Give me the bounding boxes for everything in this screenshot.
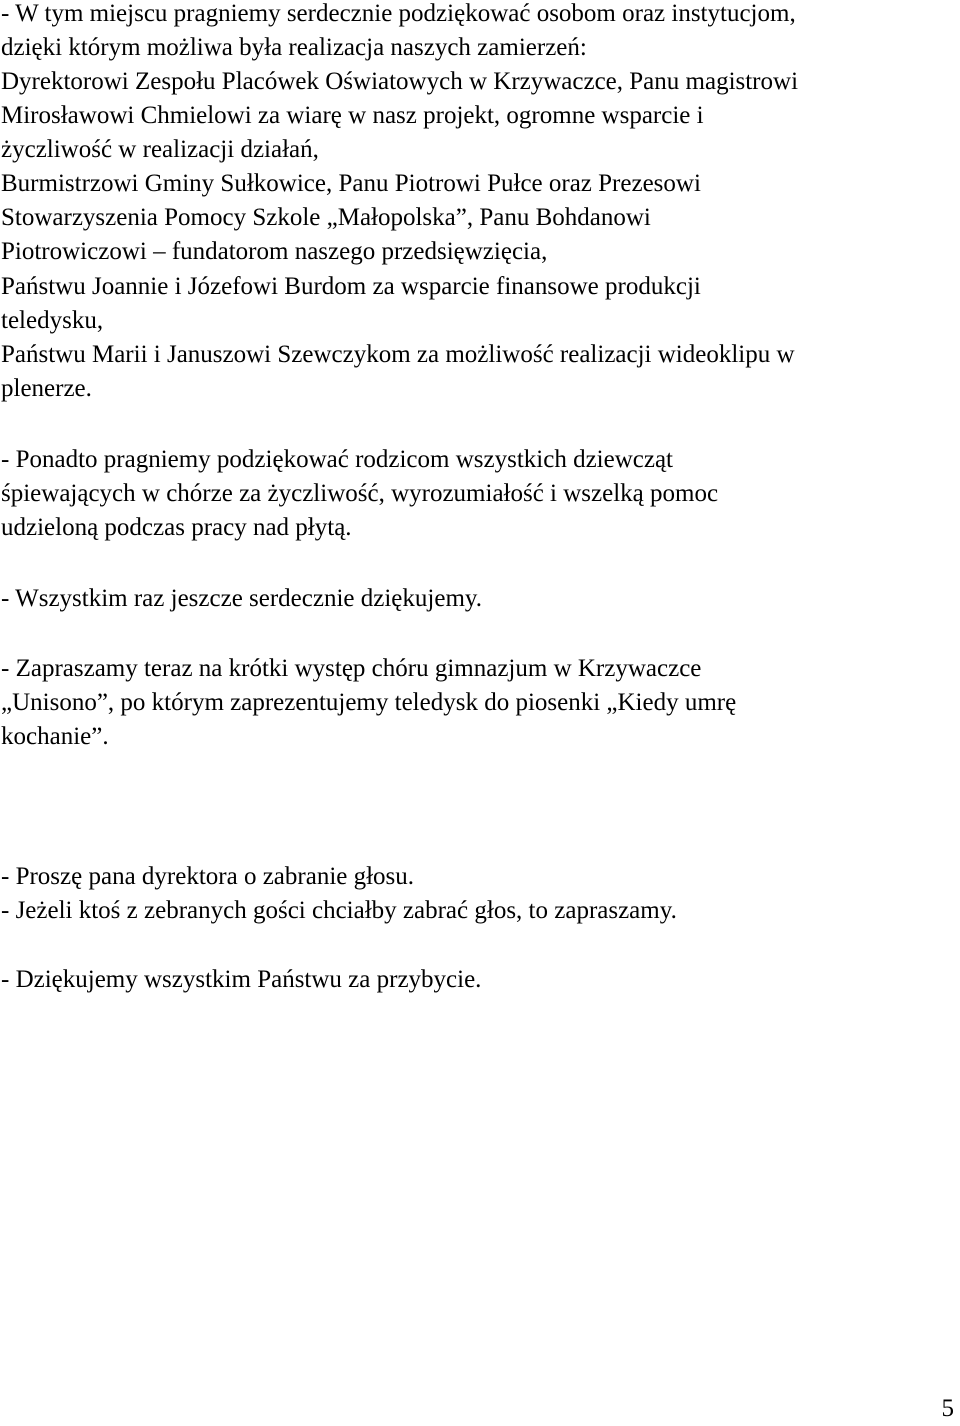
page-number: 5 bbox=[941, 1395, 954, 1422]
text-line: śpiewających w chórze za życzliwość, wyrozumiałość i wszelką pomoc bbox=[1, 480, 719, 507]
text-line: Piotrowiczowi – fundatorom naszego przedsięwzięcia, bbox=[1, 238, 548, 265]
text-line: - Dziękujemy wszystkim Państwu za przybycie. bbox=[1, 966, 482, 993]
text-line: - Jeżeli ktoś z zebranych gości chciałby zabrać głos, to zapraszamy. bbox=[1, 897, 677, 924]
text-line: Państwu Marii i Januszowi Szewczykom za możliwość realizacji wideoklipu w bbox=[1, 341, 795, 368]
text-line: - Zapraszamy teraz na krótki występ chóru gimnazjum w Krzywaczce bbox=[1, 655, 702, 682]
text-line: teledysku, bbox=[1, 307, 104, 334]
text-line: - Wszystkim raz jeszcze serdecznie dziękujemy. bbox=[1, 585, 483, 612]
text-line: - Proszę pana dyrektora o zabranie głosu. bbox=[1, 863, 415, 890]
text-line: Mirosławowi Chmielowi za wiarę w nasz projekt, ogromne wsparcie i bbox=[1, 102, 704, 129]
text-line: Państwu Joannie i Józefowi Burdom za wsparcie finansowe produkcji bbox=[1, 273, 701, 300]
text-line: plenerze. bbox=[1, 375, 92, 402]
text-line: udzieloną podczas pracy nad płytą. bbox=[1, 514, 352, 541]
text-line: - W tym miejscu pragniemy serdecznie podziękować osobom oraz instytucjom, bbox=[1, 0, 796, 27]
text-line: Stowarzyszenia Pomocy Szkole „Małopolska”, Panu Bohdanowi bbox=[1, 204, 651, 231]
text-line: „Unisono”, po którym zaprezentujemy teledysk do piosenki „Kiedy umrę bbox=[1, 689, 737, 716]
text-line: kochanie”. bbox=[1, 723, 109, 750]
text-line: - Ponadto pragniemy podziękować rodzicom wszystkich dziewcząt bbox=[1, 446, 673, 473]
text-line: Dyrektorowi Zespołu Placówek Oświatowych w Krzywaczce, Panu magistrowi bbox=[1, 68, 799, 95]
text-line: dzięki którym możliwa była realizacja naszych zamierzeń: bbox=[1, 34, 587, 61]
text-line: życzliwość w realizacji działań, bbox=[1, 136, 319, 163]
text-line: Burmistrzowi Gminy Sułkowice, Panu Piotrowi Pułce oraz Prezesowi bbox=[1, 170, 701, 197]
